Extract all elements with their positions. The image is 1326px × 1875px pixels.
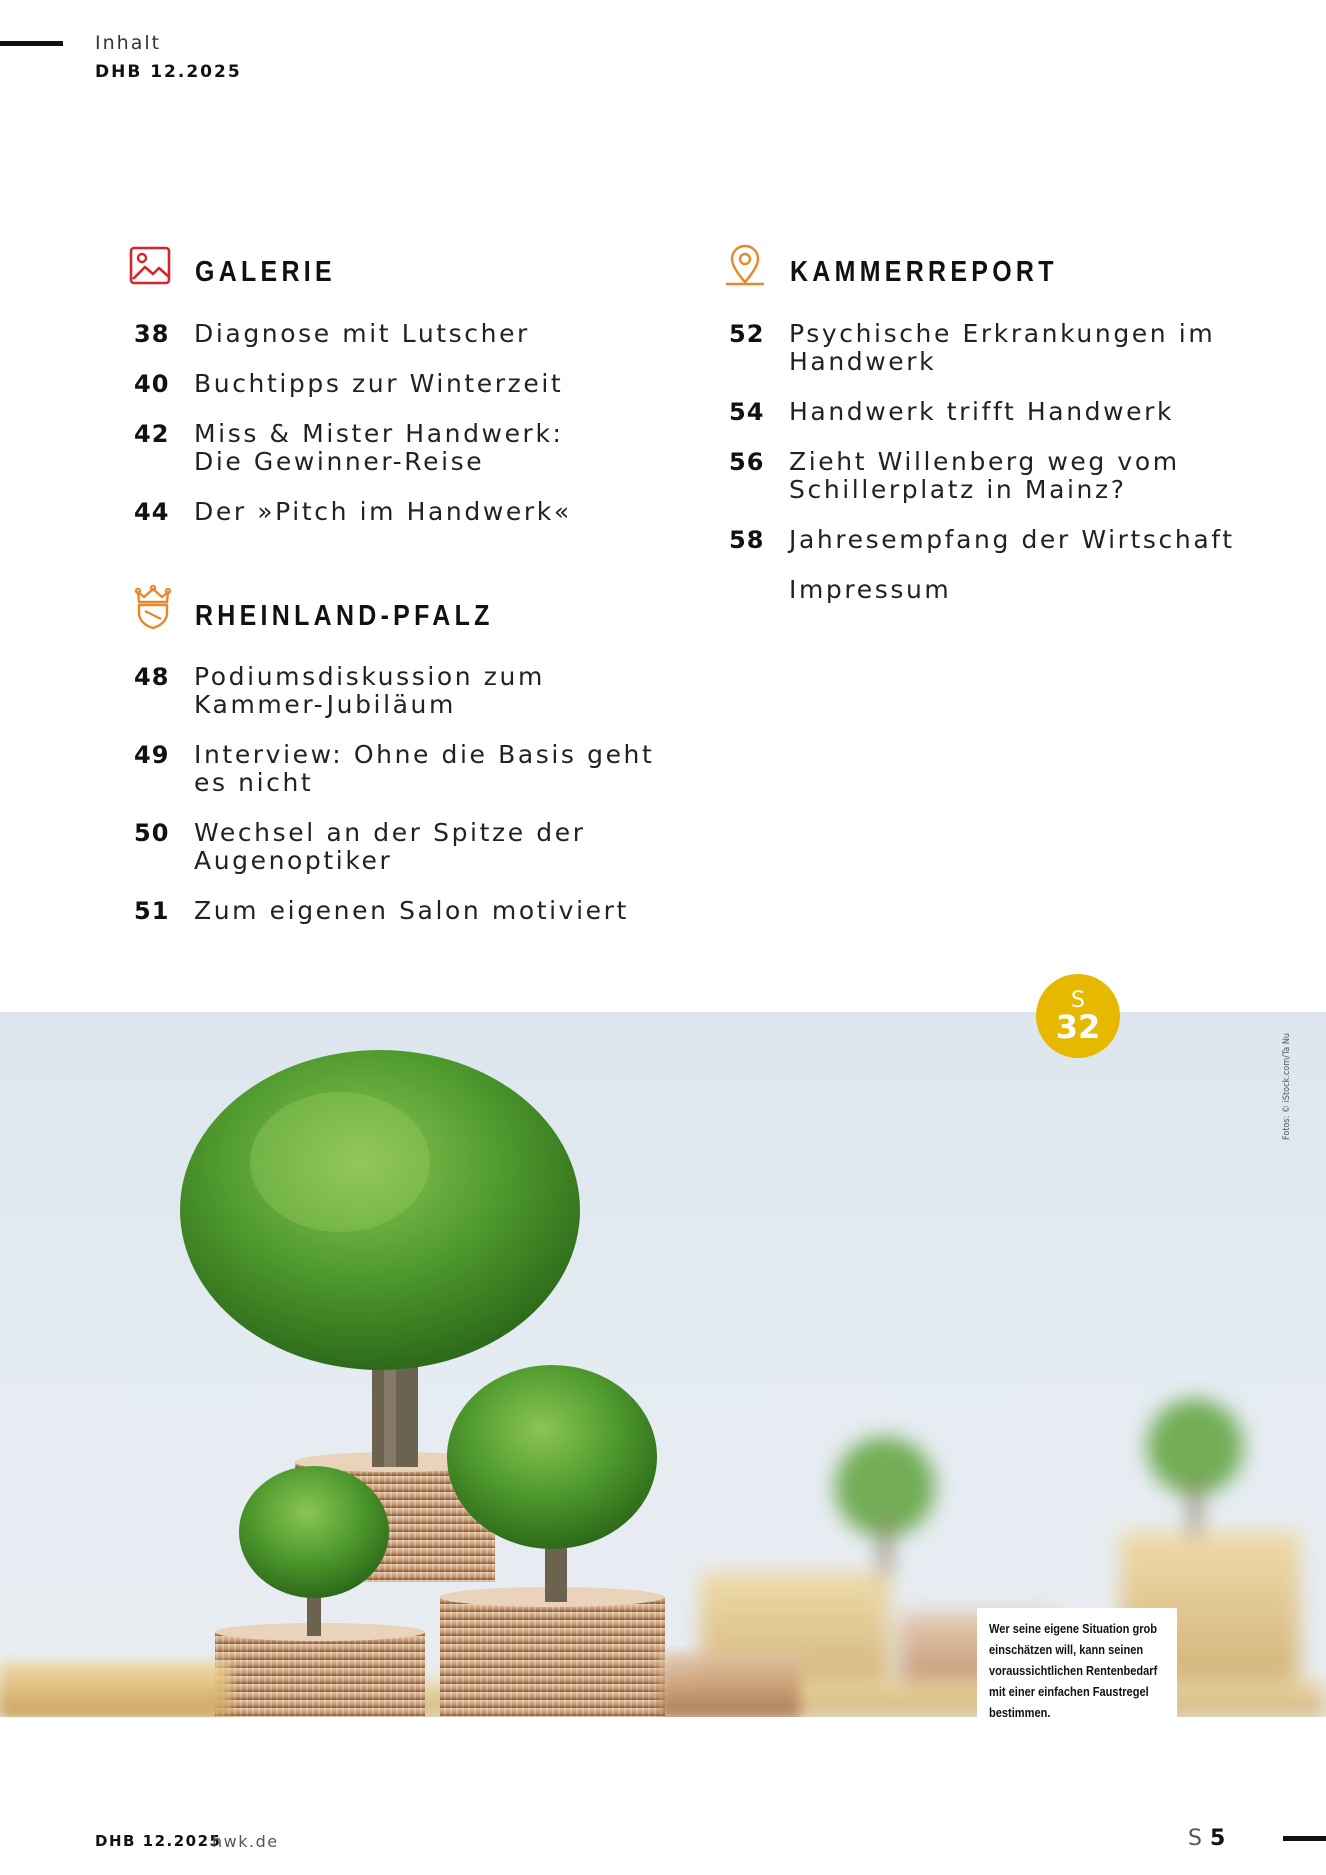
caption-text: Wer seine eigene Situation grob einschätzen will, kann seinen voraussichtlichen Rentenbedarf mit einer einfachen Faustregel bestimmen. xyxy=(989,1621,1158,1720)
page-label: S xyxy=(1188,1826,1202,1851)
toc-title: Diagnose mit Lutscher xyxy=(194,319,530,348)
toc-entry[interactable] xyxy=(729,398,1235,426)
toc-title: Der »Pitch im Handwerk« xyxy=(194,497,572,526)
section-title-kammerreport: KAMMERREPORT xyxy=(790,256,1058,288)
toc-title: Podiumsdiskussion zum Kammer-Jubiläum xyxy=(194,662,545,719)
toc-title: Zum eigenen Salon motiviert xyxy=(194,896,629,925)
page-reference-badge[interactable] xyxy=(1036,974,1120,1058)
toc-entry[interactable] xyxy=(134,320,572,348)
toc-title: Psychische Erkrankungen im Handwerk xyxy=(789,319,1216,376)
toc-entry-impressum[interactable] xyxy=(729,576,1235,604)
toc-entry[interactable] xyxy=(729,320,1235,376)
photo-credit: Fotos: © iStock.com/Ta Nu xyxy=(1282,1032,1292,1140)
toc-entry[interactable] xyxy=(134,370,572,398)
image-icon xyxy=(128,242,174,292)
toc-page-number: 50 xyxy=(134,819,170,847)
toc-page-number: 44 xyxy=(134,498,170,526)
toc-page-number: 40 xyxy=(134,370,170,398)
toc-page-number: 56 xyxy=(729,448,765,476)
toc-list-rheinland-pfalz xyxy=(134,663,654,925)
toc-title: Interview: Ohne die Basis geht es nicht xyxy=(194,740,655,797)
toc-list-kammerreport xyxy=(729,320,1235,604)
footer-rule xyxy=(1283,1836,1326,1841)
toc-entry[interactable] xyxy=(134,741,654,797)
toc-title: Wechsel an der Spitze der Augenoptiker xyxy=(194,818,586,875)
footer-page-number xyxy=(1188,1826,1225,1851)
location-pin-icon xyxy=(722,242,768,292)
header-issue: DHB 12.2025 xyxy=(95,62,242,82)
toc-entry[interactable] xyxy=(729,526,1235,554)
toc-entry[interactable] xyxy=(134,819,654,875)
photo-caption xyxy=(977,1608,1177,1722)
toc-list-galerie xyxy=(134,320,572,526)
toc-entry[interactable] xyxy=(729,448,1235,504)
section-title-galerie: GALERIE xyxy=(195,256,336,288)
badge-page-number: 32 xyxy=(1055,1008,1101,1046)
toc-page-number: 58 xyxy=(729,526,765,554)
toc-entry[interactable] xyxy=(134,897,654,925)
section-title-rheinland-pfalz: RHEINLAND-PFALZ xyxy=(195,600,494,632)
header-section-label: Inhalt xyxy=(95,32,162,54)
toc-page-number: 49 xyxy=(134,741,170,769)
toc-title: Impressum xyxy=(789,575,952,604)
toc-title: Buchtipps zur Winterzeit xyxy=(194,369,564,398)
toc-title: Handwerk trifft Handwerk xyxy=(789,397,1175,426)
page-number: 5 xyxy=(1209,1826,1226,1851)
badge-label: S xyxy=(1071,988,1085,1013)
header-rule xyxy=(0,41,63,46)
crown-shield-icon xyxy=(130,584,176,634)
toc-page-number: 52 xyxy=(729,320,765,348)
toc-page-number: 42 xyxy=(134,420,170,448)
toc-title: Miss & Mister Handwerk: Die Gewinner-Reise xyxy=(194,419,564,476)
toc-page-number: 48 xyxy=(134,663,170,691)
toc-title: Jahresempfang der Wirtschaft xyxy=(789,525,1235,554)
toc-entry[interactable] xyxy=(134,663,654,719)
toc-page-number: 51 xyxy=(134,897,170,925)
footer-issue: DHB 12.2025 xyxy=(95,1832,222,1850)
toc-page-number: 54 xyxy=(729,398,765,426)
footer-website-link[interactable]: hwk.de xyxy=(212,1832,279,1851)
toc-title: Zieht Willenberg weg vom Schillerplatz in Mainz? xyxy=(789,447,1180,504)
toc-page-number: 38 xyxy=(134,320,170,348)
toc-entry[interactable] xyxy=(134,420,572,476)
toc-entry[interactable] xyxy=(134,498,572,526)
